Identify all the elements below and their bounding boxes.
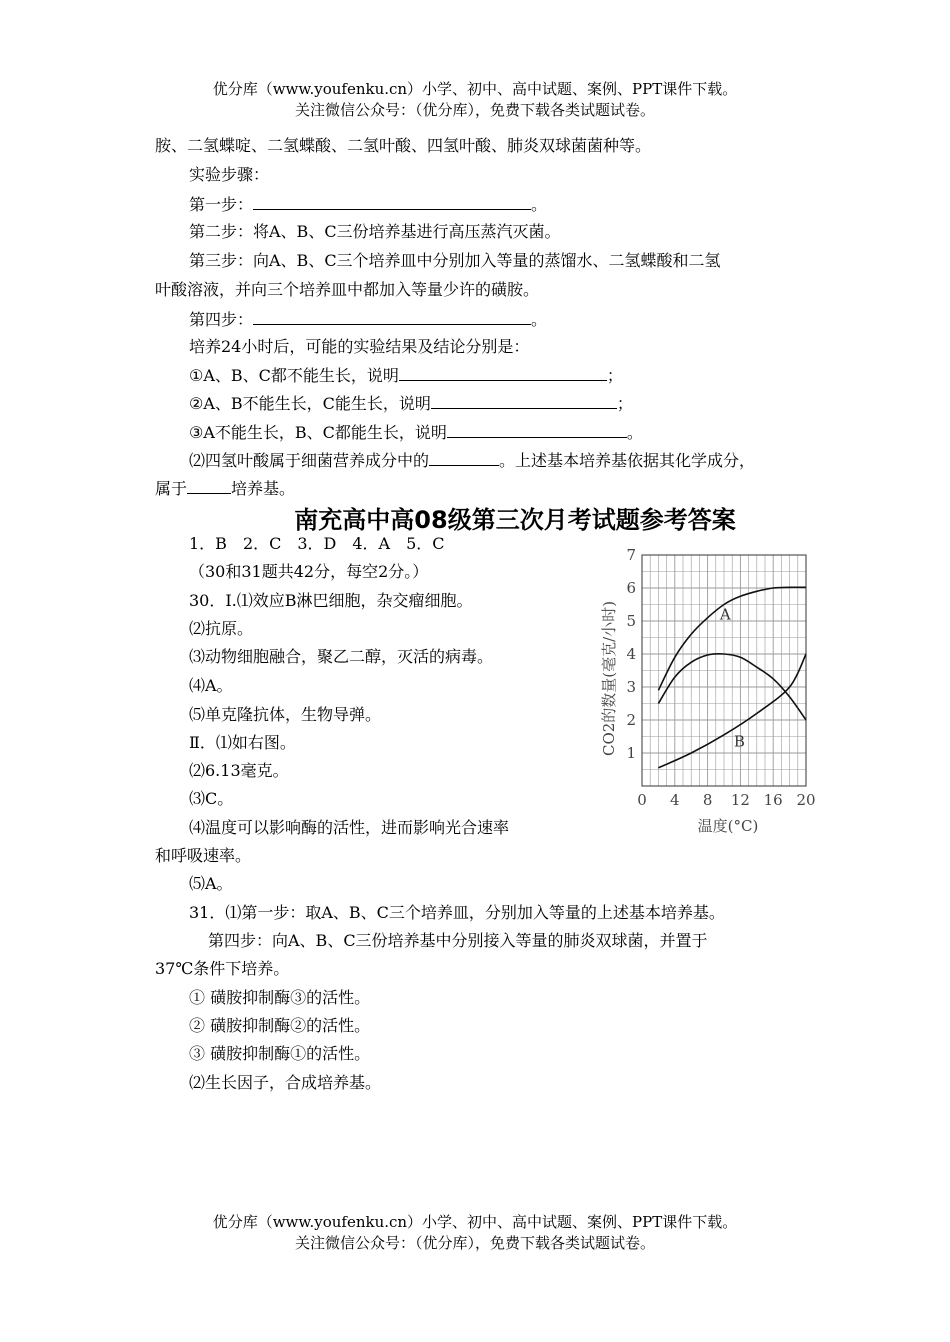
answer-line: ⑷A。 <box>189 676 233 695</box>
y-tick-label: 3 <box>626 678 636 696</box>
step-label: 第四步： <box>189 310 254 329</box>
question-line <box>189 308 547 331</box>
answer-line: 31．⑴第一步：取A、B、C三个培养皿，分别加入等量的上述基本培养基。 <box>189 903 725 922</box>
answer-line: 第四步：向A、B、C三份培养基中分别接入等量的肺炎双球菌，并置于 <box>208 931 708 950</box>
question-line <box>189 364 623 387</box>
answer-line: ⑵6.13毫克。 <box>189 761 289 780</box>
x-tick-label: 16 <box>763 791 783 809</box>
page-header-top <box>0 79 950 121</box>
co2-temperature-chart <box>596 545 836 840</box>
answer-line: ⑵抗原。 <box>189 619 254 638</box>
answer-blank <box>447 421 627 438</box>
question-line <box>189 449 755 472</box>
answer-blank <box>253 308 531 325</box>
answer-line: ⑸单克隆抗体，生物导弹。 <box>189 705 382 724</box>
footer-line-1: 优分库（www.youfenku.cn）小学、初中、高中试题、案例、PPT课件下载。 <box>212 1213 738 1231</box>
x-tick-label: 8 <box>702 791 713 809</box>
answer-line: ⑶C。 <box>189 789 234 808</box>
answer-blank <box>429 449 499 466</box>
y-tick-label: 6 <box>626 579 636 597</box>
x-axis-label: 温度(°C) <box>697 817 759 835</box>
question-line: 第二步：将A、B、C三份培养基进行高压蒸汽灭菌。 <box>189 222 561 241</box>
page-footer <box>0 1212 950 1254</box>
step-label: 第一步： <box>189 195 254 214</box>
answer-key-title: 南充高中高08级第三次月考试题参考答案 <box>294 506 736 534</box>
answer-line: 1．B 2．C 3．D 4．A 5．C <box>189 534 445 553</box>
y-tick-label: 2 <box>626 711 636 729</box>
punctuation: 。 <box>531 310 548 329</box>
answer-line: ⑶动物细胞融合，聚乙二醇，灭活的病毒。 <box>189 647 494 666</box>
x-tick-label: 4 <box>670 791 680 809</box>
answer-line: ⑷温度可以影响酶的活性，进而影响光合速率 <box>189 818 510 837</box>
punctuation: 。 <box>626 423 643 442</box>
answer-line: ⑵生长因子，合成培养基。 <box>189 1073 382 1092</box>
question-line <box>189 421 643 444</box>
question-line <box>155 477 295 500</box>
chart-grid <box>642 555 806 786</box>
curve-label-b: B <box>733 732 745 751</box>
question-text: 培养基。 <box>231 479 296 498</box>
punctuation: ； <box>606 366 623 385</box>
answer-line: （30和31题共42分，每空2分。） <box>189 562 429 581</box>
answer-line: ② 磺胺抑制酶②的活性。 <box>189 1016 371 1035</box>
question-line: 胺、二氢蝶啶、二氢蝶酸、二氢叶酸、四氢叶酸、肺炎双球菌菌种等。 <box>155 136 652 155</box>
punctuation: ； <box>616 394 633 413</box>
result-text: ②A、B不能生长，C能生长，说明 <box>189 394 431 413</box>
question-line: 培养24小时后，可能的实验结果及结论分别是： <box>189 337 530 356</box>
x-tick-label: 12 <box>730 791 750 809</box>
y-tick-label: 4 <box>626 645 636 663</box>
punctuation: 。 <box>531 195 548 214</box>
answer-line: 和呼吸速率。 <box>155 846 252 865</box>
answer-line: 30．Ⅰ.⑴效应B淋巴细胞，杂交瘤细胞。 <box>189 591 473 610</box>
question-line: 叶酸溶液，并向三个培养皿中都加入等量少许的磺胺。 <box>155 280 540 299</box>
question-line <box>189 392 633 415</box>
header-line-1: 优分库（www.youfenku.cn）小学、初中、高中试题、案例、PPT课件下载。 <box>212 80 738 98</box>
question-text: ⑵四氢叶酸属于细菌营养成分中的 <box>189 451 430 470</box>
result-text: ①A、B、C都不能生长，说明 <box>189 366 399 385</box>
x-tick-label: 0 <box>637 791 647 809</box>
question-text: 属于 <box>155 479 188 498</box>
answer-blank <box>399 364 607 381</box>
question-line: 实验步骤： <box>189 165 270 184</box>
y-tick-label: 5 <box>626 612 636 630</box>
footer-line-2: 关注微信公众号：（优分库），免费下载各类试题试卷。 <box>294 1234 655 1252</box>
answer-blank <box>187 477 231 494</box>
header-line-2: 关注微信公众号：（优分库），免费下载各类试题试卷。 <box>294 101 655 119</box>
curve-label-a: A <box>719 605 731 624</box>
y-tick-label: 1 <box>626 744 636 762</box>
result-text: ③A不能生长，B、C都能生长，说明 <box>189 423 447 442</box>
question-line <box>189 193 547 216</box>
y-tick-label: 7 <box>626 546 636 564</box>
question-text: 。上述基本培养基依据其化学成分， <box>499 451 756 470</box>
answer-line: ① 磺胺抑制酶③的活性。 <box>189 988 371 1007</box>
answer-line: Ⅱ．⑴如右图。 <box>189 733 296 752</box>
answer-blank <box>253 193 531 210</box>
x-tick-label: 20 <box>796 791 816 809</box>
answer-blank <box>431 392 617 409</box>
question-line: 第三步：向A、B、C三个培养皿中分别加入等量的蒸馏水、二氢蝶酸和二氢 <box>189 251 721 270</box>
answer-line: 37℃条件下培养。 <box>155 959 290 978</box>
y-axis-label: CO2的数量(毫克/小时) <box>600 600 618 757</box>
answer-line: ⑸A。 <box>189 874 233 893</box>
answer-line: ③ 磺胺抑制酶①的活性。 <box>189 1044 371 1063</box>
